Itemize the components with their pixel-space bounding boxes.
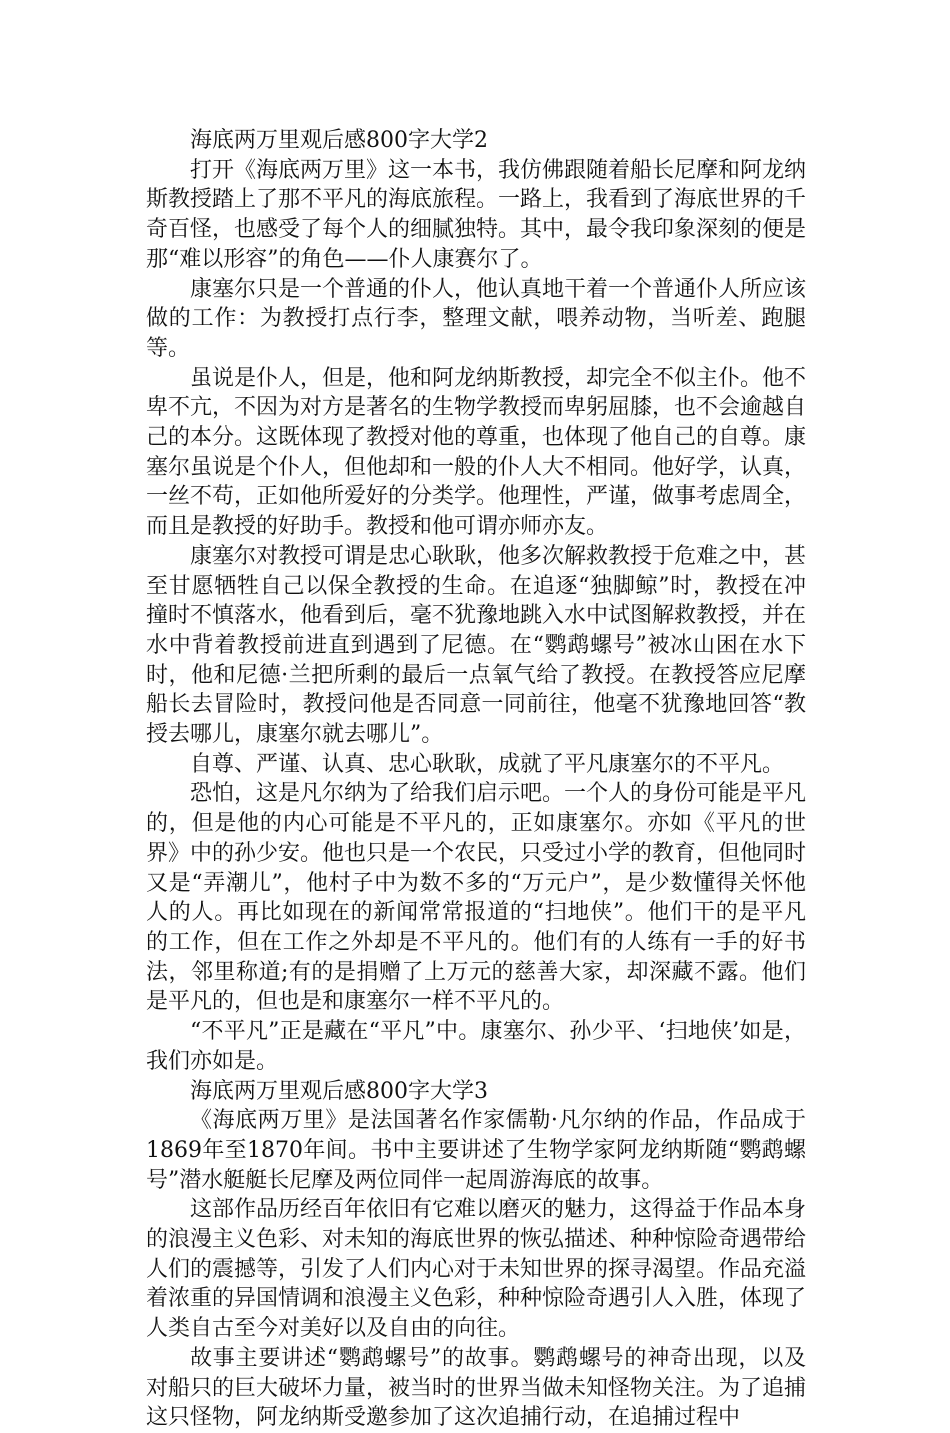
body-paragraph: 康塞尔只是一个普通的仆人，他认真地干着一个普通仆人所应该做的工作：为教授打点行李，整理文献，喂养动物，当听差、跑腿等。: [146, 276, 807, 361]
body-paragraph: 故事主要讲述“鹦鹉螺号”的故事。鹦鹉螺号的神奇出现，以及对船只的巨大破坏力量，被当时的世界当做未知怪物关注。为了追捕这只怪物，阿龙纳斯受邀参加了这次追捕行动，在追捕过程中: [146, 1345, 807, 1431]
section-title: 海底两万里观后感800字大学3: [190, 1078, 488, 1104]
body-paragraph: 康塞尔对教授可谓是忠心耿耿，他多次解救教授于危难之中，甚至甘愿牺牲自己以保全教授的生命。在追逐“独脚鲸”时，教授在冲撞时不慎落水，他看到后，毫不犹豫地跳入水中试图解救教授，并在水中背着教授前进直到遇到了尼德。在“鹦鹉螺号”被冰山困在水下时，他和尼德·兰把所剩的最后一点氧气给了教授。在教授答应尼摩船长去冒险时，教授问他是否同意一同前往，他毫不犹豫地回答“教授去哪儿，康塞尔就去哪儿”。: [146, 543, 807, 748]
body-paragraph: 恐怕，这是凡尔纳为了给我们启示吧。一个人的身份可能是平凡的，但是他的内心可能是不平凡的，正如康塞尔。亦如《平凡的世界》中的孙少安。他也只是一个农民，只受过小学的教育，但他同时又是“弄潮儿”，他村子中为数不多的“万元户”，是少数懂得关怀他人的人。再比如现在的新闻常常报道的“扫地侠”。他们干的是平凡的工作，但在工作之外却是不平凡的。他们有的人练有一手的好书法，邻里称道;有的是捐赠了上万元的慈善大家，却深藏不露。他们是平凡的，但也是和康塞尔一样不平凡的。: [146, 781, 807, 1015]
body-paragraph: 《海底两万里》是法国著名作家儒勒·凡尔纳的作品，作品成于1869年至1870年间。书中主要讲述了生物学家阿龙纳斯随“鹦鹉螺号”潜水艇艇长尼摩及两位同伴一起周游海底的故事。: [146, 1108, 806, 1193]
document-page: [146, 126, 806, 1433]
body-paragraph: 虽说是仆人，但是，他和阿龙纳斯教授，却完全不似主仆。他不卑不亢，不因为对方是著名的生物学教授而卑躬屈膝，也不会逾越自己的本分。这既体现了教授对他的尊重，也体现了他自己的自尊。康塞尔虽说是个仆人，但他却和一般的仆人大不相同。他好学，认真，一丝不苟，正如他所爱好的分类学。他理性，严谨，做事考虑周全，而且是教授的好助手。教授和他可谓亦师亦友。: [146, 365, 807, 540]
section-title: 海底两万里观后感800字大学2: [190, 128, 488, 153]
body-paragraph: 这部作品历经百年依旧有它难以磨灭的魅力，这得益于作品本身的浪漫主义色彩、对未知的海底世界的恢弘描述、种种惊险奇遇带给人们的震撼等，引发了人们内心对于未知世界的探寻渴望。作品充溢着浓重的异国情调和浪漫主义色彩，种种惊险奇遇引人入胜，体现了人类自古至今对美好以及自由的向往。: [146, 1197, 807, 1342]
body-paragraph: 打开《海底两万里》这一本书，我仿佛跟随着船长尼摩和阿龙纳斯教授踏上了那不平凡的海底旅程。一路上，我看到了海底世界的千奇百怪，也感受了每个人的细腻独特。其中，最令我印象深刻的便是那“难以形容”的角色——仆人康赛尔了。: [146, 157, 807, 272]
body-paragraph: 自尊、严谨、认真、忠心耿耿，成就了平凡康塞尔的不平凡。: [190, 751, 785, 777]
body-paragraph: “不平凡”正是藏在“平凡”中。康塞尔、孙少平、‘扫地侠’如是，我们亦如是。: [146, 1019, 806, 1074]
